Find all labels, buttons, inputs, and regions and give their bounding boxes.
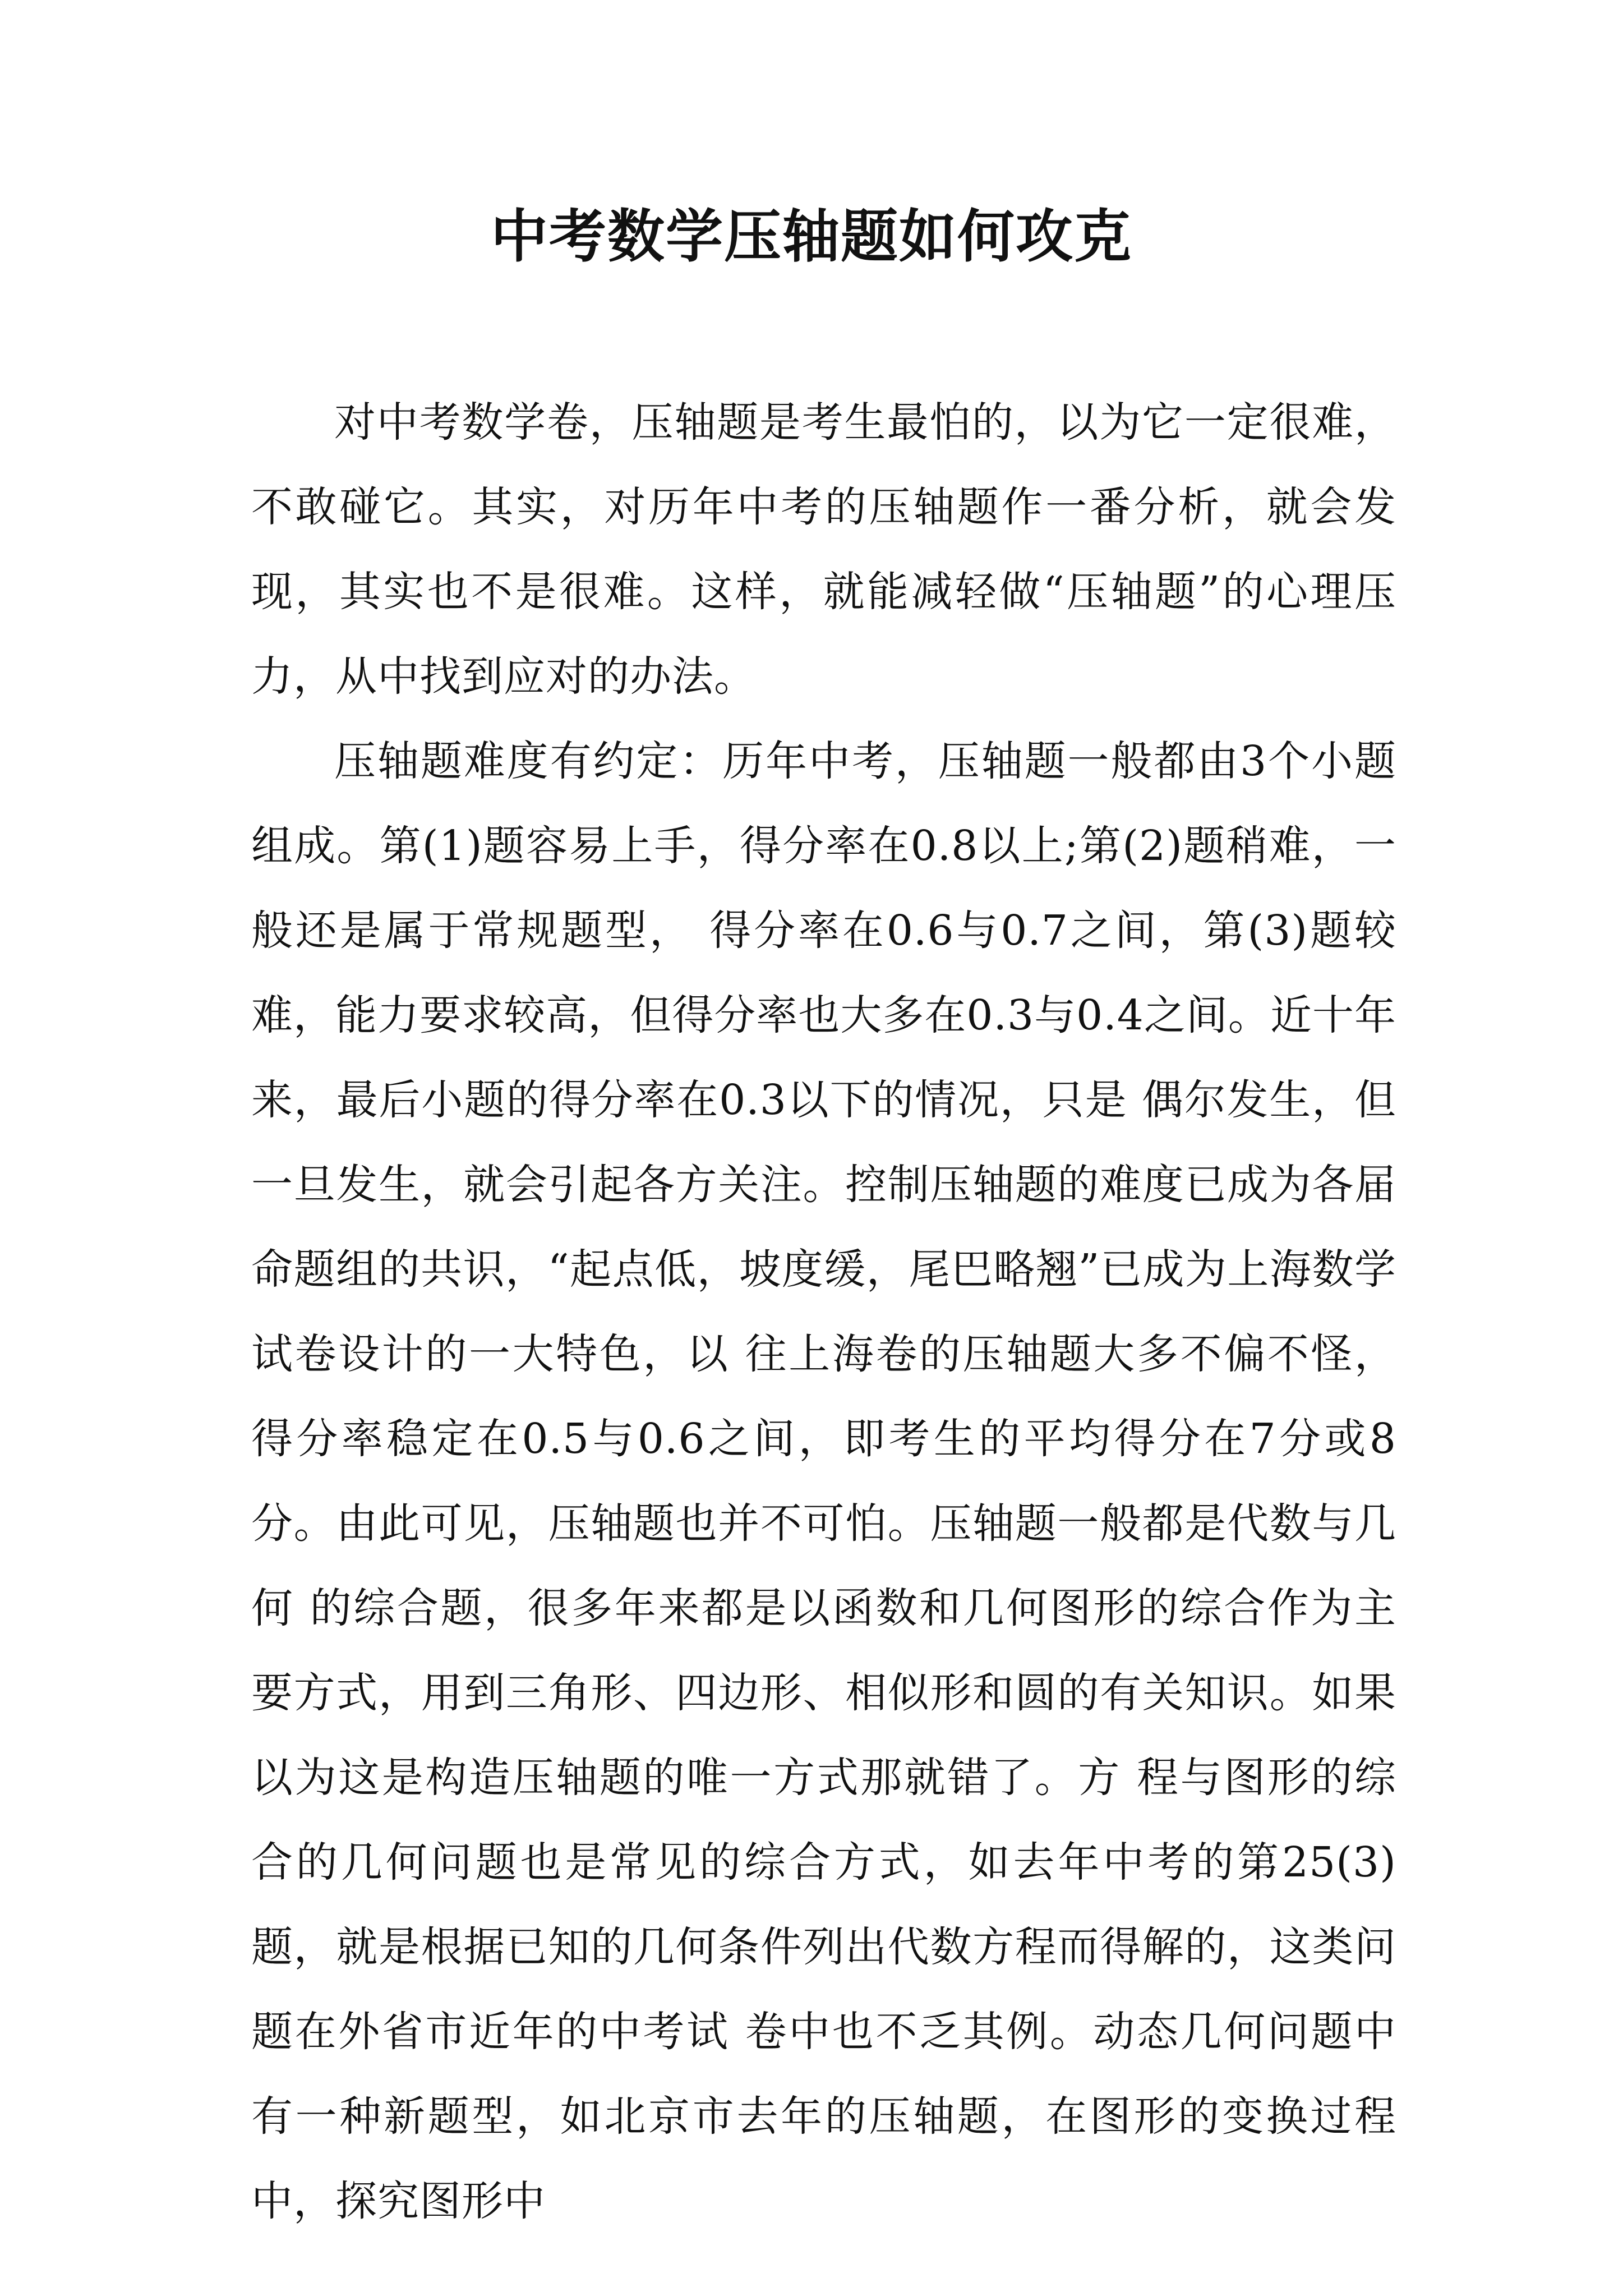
document-title: 中考数学压轴题如何攻克 <box>491 203 1132 270</box>
paragraph-intro: 对中考数学卷，压轴题是考生最怕的，以为它一定很难，不敢碰它。其实，对历年中考的压轴题作一番分析，就会发现，其实也不是很难。这样，就能减轻做“压轴题”的心理压力，从中找到应对的办法。 <box>251 398 1396 701</box>
paragraph-difficulty: 压轴题难度有约定：历年中考，压轴题一般都由3个小题组成。第(1)题容易上手，得分率在0.8以上;第(2)题稍难，一般还是属于常规题型， 得分率在0.6与0.7之间，第(3)题较难，能力要求较高，但得分率也大多在0.3与0.4之间。近十年来，最后小题的得分率在0.3以下的情况，只是 偶尔发生，但一旦发生，就会引起各方关注。控制压轴题的难度已成为各届命题组的共识，“起点低，坡度缓，尾巴略翘”已成为上海数学试卷设计的一大特色，以 往上海卷的压轴题大多不偏不怪，得分率稳定在0.5与0.6之间，即考生的平均得分在7分或8分。由此可见，压轴题也并不可怕。压轴题一般都是代数与几何 的综合题，很多年来都是以函数和几何图形的综合作为主要方式，用到三角形、四边形、相似形和圆的有关知识。如果以为这是构造压轴题的唯一方式那就错了。方 程与图形的综合的几何问题也是常见的综合方式，如去年中考的第25(3)题，就是根据已知的几何条件列出代数方程而得解的，这类问题在外省市近年的中考试 卷中也不乏其例。动态几何问题中有一种新题型，如北京市去年的压轴题，在图形的变换过程中，探究图形中 <box>251 737 1396 2225</box>
document-body <box>251 380 1396 2244</box>
